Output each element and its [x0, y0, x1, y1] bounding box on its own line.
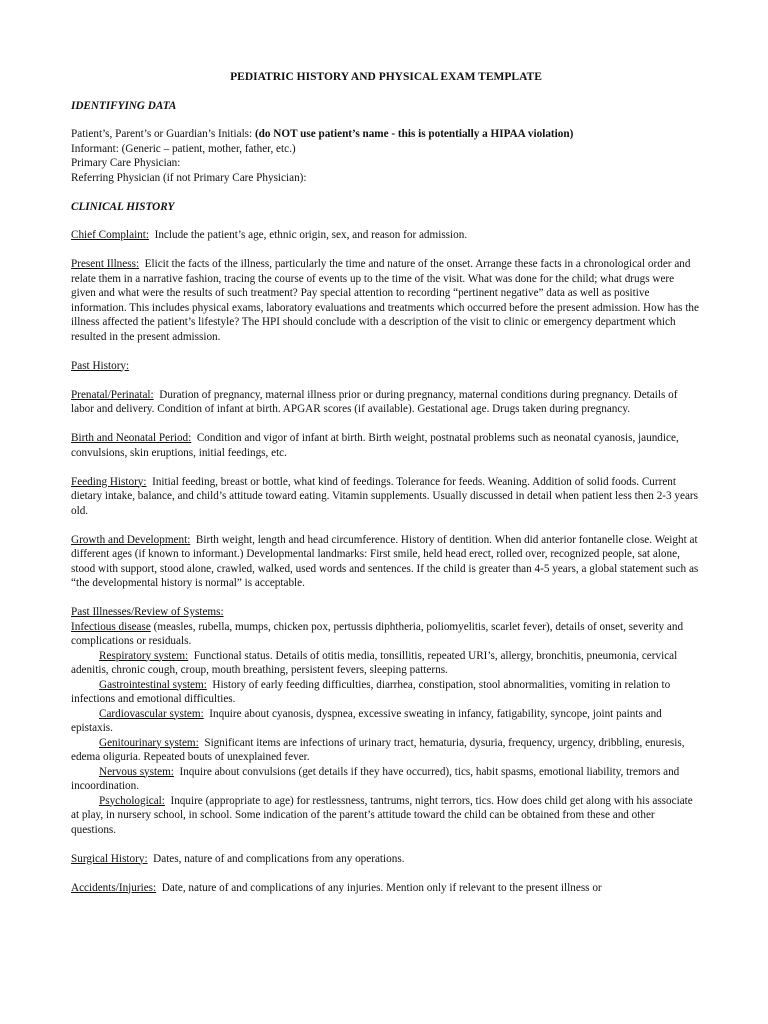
prenatal-text: Duration of pregnancy, maternal illness prior or during pregnancy, maternal conditions during pregnancy. Details of labor and delivery. Condition of infant at birth. APGAR scores (if available). Gestational age. Drugs taken during pregnancy. [71, 388, 678, 415]
review-of-systems-label: Past Illnesses/Review of Systems: [71, 606, 224, 618]
chief-complaint-label: Chief Complaint: [71, 229, 149, 241]
nervous-system-label: Nervous system: [99, 765, 174, 778]
psychological-label: Psychological: [99, 794, 165, 807]
genitourinary-label: Genitourinary system: [99, 736, 199, 749]
clinical-history-heading: CLINICAL HISTORY [71, 200, 175, 213]
accidents-injuries-label: Accidents/Injuries: [71, 881, 157, 894]
surgical-history-paragraph [71, 852, 701, 867]
gastrointestinal-item [71, 678, 701, 707]
feeding-history-text: Initial feeding, breast or bottle, what kind of feedings. Tolerance for feeds. Weaning. Addition of solid foods. Current dietary intake, balance, and child’s attitude toward eating. Vitamin supplements. Usually discussed in detail when patient less then 2-3 years old. [71, 475, 699, 517]
growth-development-paragraph [71, 533, 701, 591]
prenatal-label: Prenatal/Perinatal: [71, 388, 154, 401]
nervous-system-text: Inquire about convulsions (get details if they have occurred), tics, habit spasms, emotional liability, tremors and incoordination. [71, 765, 680, 792]
growth-development-label: Growth and Development: [71, 533, 191, 546]
growth-development-text: Birth weight, length and head circumference. History of dentition. When did anterior fontanelle close. Weight at different ages (if known to informant.) Developmental landmarks: First smile, held head erect, rolled over, recognized people, sat alone, stood with support, stood alone, crawled, walked, used words and sentences. If the child is greater than 4-5 years, a global statement such as “the developmental history is normal” is acceptable. [71, 533, 699, 589]
accidents-injuries-text: Date, nature of and complications of any injuries. Mention only if relevant to the present illness or [161, 881, 602, 894]
hipaa-warning: (do NOT use patient’s name - this is potentially a HIPAA violation) [254, 128, 574, 140]
chief-complaint-text: Include the patient’s age, ethnic origin, sex, and reason for admission. [154, 229, 468, 241]
respiratory-label: Respiratory system: [99, 649, 189, 662]
cardiovascular-text: Inquire about cyanosis, dyspnea, excessive sweating in infancy, fatigability, syncope, joint paints and epistaxis. [71, 707, 662, 734]
referring-physician-line: Referring Physician (if not Primary Care Physician): [71, 171, 307, 184]
document-content [71, 70, 701, 910]
informant-line: Informant: (Generic – patient, mother, father, etc.) [71, 142, 296, 155]
gastrointestinal-label: Gastrointestinal system: [99, 678, 207, 691]
past-history-paragraph [71, 359, 701, 374]
feeding-history-label: Feeding History: [71, 475, 147, 488]
psychological-text: Inquire (appropriate to age) for restlessness, tantrums, night terrors, tics. How does child get along with his associate at play, in nursery school, in school. Some indication of the parent’s attitude toward the child can be obtained from these and other questions. [71, 794, 693, 836]
birth-neonatal-label: Birth and Neonatal Period: [71, 432, 192, 444]
surgical-history-text: Dates, nature of and complications from any operations. [153, 852, 405, 865]
infectious-disease-text: (measles, rubella, mumps, chicken pox, pertussis diphtheria, poliomyelitis, scarlet fever), details of onset, severity and complications or residuals. [71, 620, 684, 647]
surgical-history-label: Surgical History: [71, 852, 148, 865]
accidents-injuries-paragraph [71, 881, 701, 896]
feeding-history-paragraph [71, 475, 701, 519]
initials-line [71, 127, 701, 142]
present-illness-label: Present Illness: [71, 258, 140, 270]
review-of-systems-block [71, 605, 701, 837]
birth-neonatal-paragraph [71, 431, 701, 460]
initials-label: Patient’s, Parent’s or Guardian’s Initials: [71, 128, 253, 140]
nervous-system-item [71, 765, 701, 794]
identifying-data-block [71, 127, 701, 185]
respiratory-text: Functional status. Details of otitis media, tonsillitis, repeated URI’s, allergy, bronchitis, pneumonia, cervical adenitis, chronic cough, croup, mouth breathing, persistent fevers, sleeping patterns. [71, 649, 678, 676]
cardiovascular-label: Cardiovascular system: [99, 707, 204, 720]
present-illness-text: Elicit the facts of the illness, particularly the time and nature of the onset. Arrange these facts in a chronological order and relate them in a narrative fashion, tracing the course of events up to the time of the visit. What was done for the child; what drugs were given and what were the results of such treatment? Pay special attention to recording “pertinent negative” data as well as positive information. This includes physical exams, laboratory evaluations and treatments which occurred before the present admission. How has the illness affected the patient’s lifestyle? The HPI should conclude with a description of the visit to clinic or emergency department which resulted in the present admission. [71, 258, 699, 343]
cardiovascular-item [71, 707, 701, 736]
infectious-disease-label: Infectious disease [71, 620, 151, 633]
present-illness-paragraph [71, 257, 701, 344]
infectious-disease-item [71, 620, 701, 649]
prenatal-paragraph [71, 388, 701, 417]
respiratory-item [71, 649, 701, 678]
genitourinary-text: Significant items are infections of urinary tract, hematuria, dysuria, frequency, urgency, dribbling, enuresis, edema oliguria. Repeated bouts of unexplained fever. [71, 736, 685, 763]
document-title: PEDIATRIC HISTORY AND PHYSICAL EXAM TEMPLATE [230, 71, 542, 83]
past-history-label: Past History: [71, 359, 130, 372]
birth-neonatal-text: Condition and vigor of infant at birth. Birth weight, postnatal problems such as neonatal cyanosis, jaundice, convulsions, skin eruptions, initial feedings, etc. [71, 432, 679, 459]
genitourinary-item [71, 736, 701, 765]
gastrointestinal-text: History of early feeding difficulties, diarrhea, constipation, stool abnormalities, vomiting in relation to infections and emotional difficulties. [71, 678, 671, 705]
chief-complaint-paragraph [71, 228, 701, 243]
identifying-data-heading: IDENTIFYING DATA [71, 99, 177, 112]
pcp-line: Primary Care Physician: [71, 157, 181, 169]
psychological-item [71, 794, 701, 838]
